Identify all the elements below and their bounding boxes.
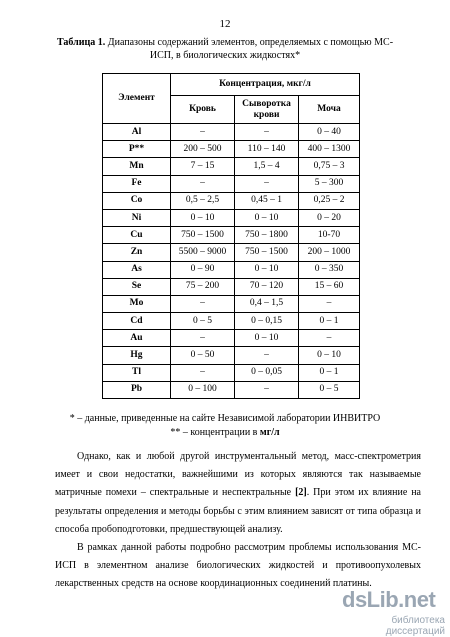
element-cell: Mo xyxy=(103,295,171,312)
watermark-subtitle: библиотека диссертаций xyxy=(385,615,445,637)
table-row xyxy=(103,124,360,141)
value-cell: 75 – 200 xyxy=(171,278,235,295)
value-cell: 0 – 20 xyxy=(299,209,360,226)
value-cell: 0 – 0,05 xyxy=(235,364,299,381)
element-cell: Fe xyxy=(103,175,171,192)
element-cell: As xyxy=(103,261,171,278)
element-cell: Zn xyxy=(103,244,171,261)
value-cell: 0 – 10 xyxy=(235,209,299,226)
watermark-logo xyxy=(330,587,445,637)
value-cell: 0 – 40 xyxy=(299,124,360,141)
table-row xyxy=(103,381,360,398)
table-row xyxy=(103,244,360,261)
element-cell: Co xyxy=(103,192,171,209)
element-cell: Ni xyxy=(103,209,171,226)
table-row xyxy=(103,158,360,175)
value-cell: 0 – 10 xyxy=(171,209,235,226)
value-cell: 1,5 – 4 xyxy=(235,158,299,175)
table-row xyxy=(103,364,360,381)
concentration-table xyxy=(102,73,360,399)
value-cell: – xyxy=(235,175,299,192)
table-body xyxy=(103,124,360,399)
footnote-units-text: ** – концентрации в xyxy=(170,427,260,438)
paragraph-1-text-b: . При этом их влияние на результаты определения и методы борьбы с этим влиянием зависят от типа образца и способа пробоподготовки, предшествующей анализу. xyxy=(55,487,421,535)
value-cell: – xyxy=(171,364,235,381)
table-row xyxy=(103,192,360,209)
column-header-urine: Моча xyxy=(299,96,360,124)
footnote-source: * – данные, приведенные на сайте Независимой лаборатории ИНВИТРО xyxy=(69,413,381,424)
element-cell: Cd xyxy=(103,313,171,330)
table-row xyxy=(103,209,360,226)
value-cell: – xyxy=(171,124,235,141)
value-cell: 200 – 1000 xyxy=(299,244,360,261)
value-cell: 200 – 500 xyxy=(171,141,235,158)
value-cell: 15 – 60 xyxy=(299,278,360,295)
value-cell: 5 – 300 xyxy=(299,175,360,192)
value-cell: 0,75 – 3 xyxy=(299,158,360,175)
value-cell: – xyxy=(235,381,299,398)
value-cell: 0 – 50 xyxy=(171,347,235,364)
value-cell: 400 – 1300 xyxy=(299,141,360,158)
value-cell: 110 – 140 xyxy=(235,141,299,158)
element-cell: P** xyxy=(103,141,171,158)
table-header-row xyxy=(103,74,360,96)
value-cell: – xyxy=(235,124,299,141)
value-cell: 0 – 350 xyxy=(299,261,360,278)
value-cell: – xyxy=(299,295,360,312)
footnote-units-value: мг/л xyxy=(259,427,280,438)
value-cell: 0 – 100 xyxy=(171,381,235,398)
element-cell: Cu xyxy=(103,227,171,244)
value-cell: 0 – 1 xyxy=(299,364,360,381)
table-caption xyxy=(55,36,395,62)
table-row xyxy=(103,330,360,347)
value-cell: 0 – 5 xyxy=(299,381,360,398)
table-row xyxy=(103,278,360,295)
element-cell: Hg xyxy=(103,347,171,364)
element-cell: Al xyxy=(103,124,171,141)
table-caption-text: Диапазоны содержаний элементов, определяемых с помощью МС-ИСП, в биологических жидкостях* xyxy=(105,37,394,61)
element-cell: Mn xyxy=(103,158,171,175)
value-cell: 5500 – 9000 xyxy=(171,244,235,261)
watermark-main-text: dsLib.net xyxy=(342,587,436,612)
column-header-blood: Кровь xyxy=(171,96,235,124)
citation-reference: [2] xyxy=(295,487,307,499)
page-number: 12 xyxy=(219,18,231,30)
paragraph-matrix-effects xyxy=(55,448,421,539)
value-cell: 0 – 0,15 xyxy=(235,313,299,330)
element-cell: Pb xyxy=(103,381,171,398)
element-column-header: Элемент xyxy=(103,74,171,124)
table-row xyxy=(103,175,360,192)
value-cell: 750 – 1500 xyxy=(171,227,235,244)
value-cell: – xyxy=(299,330,360,347)
value-cell: 10-70 xyxy=(299,227,360,244)
paragraph-1-text-a: Однако, как и любой другой инструментальный метод, масс-спектрометрия имеет и свои недостатки, важнейшими из которых являются так называемые матричные помехи – спектральные и неспектральные xyxy=(55,451,421,499)
value-cell: – xyxy=(171,295,235,312)
value-cell: 0 – 5 xyxy=(171,313,235,330)
value-cell: 0 – 1 xyxy=(299,313,360,330)
element-cell: Tl xyxy=(103,364,171,381)
concentration-column-header: Концентрация, мкг/л xyxy=(171,74,360,96)
table-row xyxy=(103,261,360,278)
value-cell: 70 – 120 xyxy=(235,278,299,295)
value-cell: 0,5 – 2,5 xyxy=(171,192,235,209)
value-cell: – xyxy=(235,347,299,364)
value-cell: 750 – 1800 xyxy=(235,227,299,244)
table-caption-label: Таблица 1. xyxy=(56,37,106,48)
table-row xyxy=(103,313,360,330)
element-cell: Se xyxy=(103,278,171,295)
value-cell: 0 – 10 xyxy=(299,347,360,364)
value-cell: – xyxy=(171,330,235,347)
table-row xyxy=(103,295,360,312)
value-cell: 750 – 1500 xyxy=(235,244,299,261)
value-cell: 0,25 – 2 xyxy=(299,192,360,209)
value-cell: 0,45 – 1 xyxy=(235,192,299,209)
column-header-serum: Сыворотка крови xyxy=(235,96,299,124)
table-row xyxy=(103,347,360,364)
footnote-units xyxy=(0,427,450,438)
table-row xyxy=(103,141,360,158)
element-cell: Au xyxy=(103,330,171,347)
value-cell: 7 – 15 xyxy=(171,158,235,175)
table-row xyxy=(103,227,360,244)
value-cell: 0,4 – 1,5 xyxy=(235,295,299,312)
value-cell: – xyxy=(171,175,235,192)
value-cell: 0 – 90 xyxy=(171,261,235,278)
value-cell: 0 – 10 xyxy=(235,330,299,347)
paragraph-scope: В рамках данной работы подробно рассмотрим проблемы использования МС-ИСП в элементном анализе биологических жидкостей и противоопухолевых лекарственных средств на основе координационных соединений платины. xyxy=(55,542,421,590)
value-cell: 0 – 10 xyxy=(235,261,299,278)
